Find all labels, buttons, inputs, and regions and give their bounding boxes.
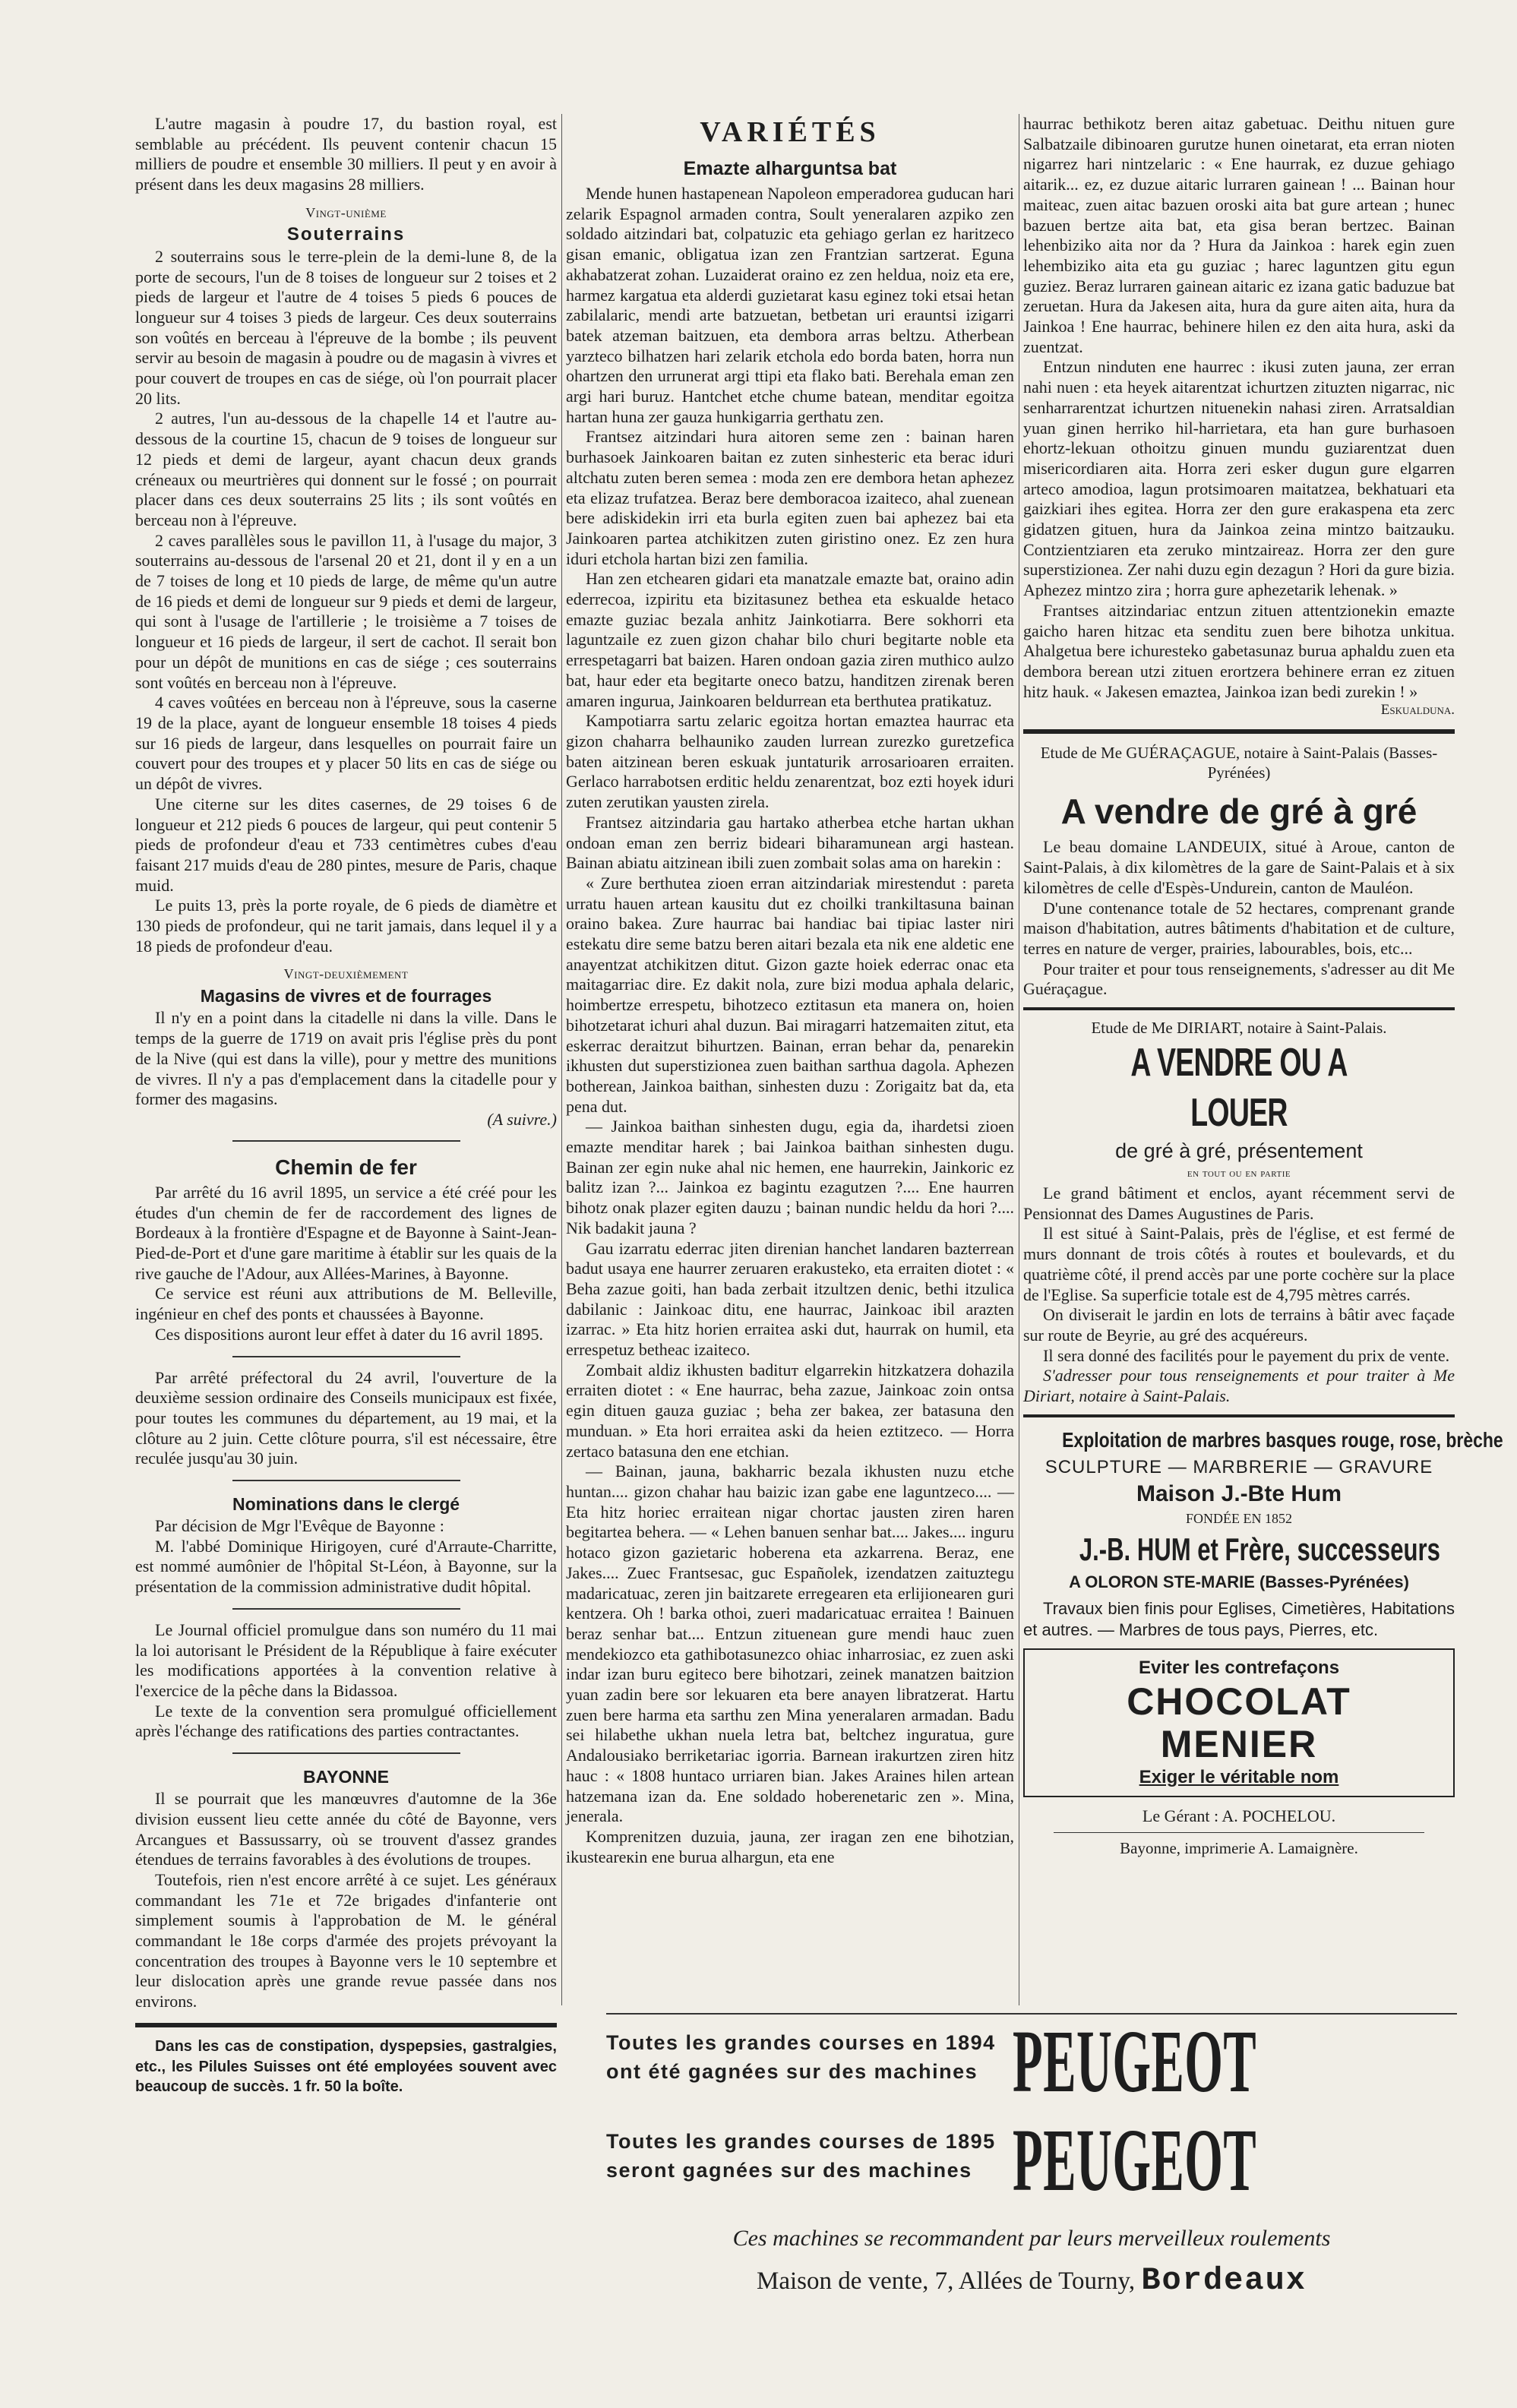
imprimerie: Bayonne, imprimerie A. Lamaignère. (1120, 1838, 1358, 1857)
section-21-number: Vingt-unième (305, 204, 387, 220)
ad-marbres-line: SCULPTURE — MARBRERIE — GRAVURE (1045, 1456, 1433, 1477)
ad-marbres-title: Exploitation de marbres basques rouge, rose, brèche (1062, 1427, 1503, 1452)
paragraph-pilules: Dans les cas de constipation, dyspepsies, gastralgies, etc., les Pilules Suisses ont été employées souvent avec beaucoup de succès. 1 fr. 50 la boîte. (135, 2037, 557, 2096)
peugeot-bordeaux: Bordeaux (1141, 2262, 1307, 2299)
paragraph-souterrains-3: 2 caves parallèles sous le pavillon 11, à l'usage du major, 3 souterrains au-dessous de l'arsenal 20 et 21, dont il y en a un de 7 toises de long et 10 pieds de large, de même qu'un autre de 16 pieds et demi de longueur sur 9 pieds et demi de largeur, qui sont à l'usage de l'artillerie ; le troisième a 7 toises de longueur et 16 pieds de largeur, il sert de cachot. Il serait bon pour un dépôt de munitions en cas de siége ; ces souterrains sont voûtés en berceau non à l'épreuve. (135, 530, 557, 692)
choc-menier: MENIER (1160, 1722, 1318, 1765)
paragraph-chemin-3: Ces dispositions auront leur effet à dater du 16 avril 1895. (155, 1324, 543, 1344)
story-paragraph-7: — Jainkoa baithan sinhesten dugu, egia da, ihardetsi zioen emazte menditar harek ; bai Jainkoa baithan sinhesten dugu. Bainan zer egin nuke ahal nic hemen, ene haurrekin, Jainkoric ez balitz izan ?... Jainkoa ez bagintu ezagutzen ?.... Ene haurren bihotz onak plazer egiten dauzu ; bainan nundic heldu da hori ?.... Nik badakit jauna ? (566, 1117, 1014, 1237)
rule (1054, 1832, 1424, 1833)
column-rule-1 (561, 114, 562, 2005)
peugeot-line-2: Toutes les grandes courses de 1895 seront gagnées sur des machines (606, 2130, 996, 2182)
separator-rule (232, 1356, 460, 1357)
ad-guéraçague-p2: D'une contenance totale de 52 hectares, comprenant grande maison d'habitation, autres bâtiments d'habitation et de culture, terres en nature de verger, prairies, labourables, bois, etc... (1023, 898, 1455, 958)
ad-diriart-p4: Il sera donné des facilités pour le payement du prix de vente. (1043, 1345, 1450, 1365)
peugeot-line-1: Toutes les grandes courses en 1894 ont été gagnées sur des machines (606, 2031, 996, 2083)
paragraph-chemin-2: Ce service est réuni aux attributions de M. Belleville, ingénieur en chef des ponts et chaussées à Bayonne. (135, 1284, 557, 1324)
ad-vendre-louer-title: A VENDRE OU A LOUER (1130, 1041, 1348, 1136)
ad-chocolat-menier (1023, 1648, 1455, 1797)
ad-a-vendre-title: A vendre de gré à gré (1060, 792, 1417, 832)
story-continued-3: Frantses aitzindariac entzun zituen attentzionekin emazte gaicho haren hitzac eta senditu zuen bere bihotza unkitua. Ahalgetua bere ichuresteko gabetasunaz burua aphaldu zuen eta dembora berean utzi zituen erortzera behinere erran ez zituen hitz hauk. « Jakesen emaztea, Jainkoa izan bedi zurekin ! » (1023, 600, 1455, 701)
paragraph-souterrains-2: 2 autres, l'un au-dessous de la chapelle 14 et l'autre au-dessous de la courtine 15, chacun de 9 toises de longueur sur 12 pieds et demi de largeur, ayant chacun deux grands créneaux ou meurtrières qui donnent sur le fossé ; on pourrait placer dans ces deux souterrains 25 lits ; ils sont voûtés en berceau non à l'épreuve. (135, 409, 557, 529)
ad-oloron: A OLORON STE-MARIE (Basses-Pyrénées) (1069, 1572, 1409, 1591)
story-paragraph-5: Frantsez aitzindaria gau hartako atherbea etche hartan ukhan ondoan eman zen berriz bideari biharamunean argi hastean. Bainan abiatu aitzinean ibili zuen zombait solas ama on harekin : (566, 812, 1014, 873)
paragraph-chemin-1: Par arrêté du 16 avril 1895, un service a été créé pour les études d'un chemin de fer de raccordement des lignes de Bordeaux à la frontière d'Espagne et de Bayonne à Saint-Jean-Pied-de-Port et d'une gare maritime à établir sur les quais de la rive gauche de l'Adour, aux Allées-Marines, à Bayonne. (135, 1182, 557, 1283)
a-suivre: (A suivre.) (487, 1109, 557, 1129)
thick-rule (135, 2023, 557, 2027)
story-continued-2: Entzun ninduten ene haurrec : ikusi zuten jauna, zer erran nahi nuen : eta heyek aitarentzat ichurtzen zituzten nigarrac, nic senharrarentzat ichurtzen nituenekin nahasi ziren. Arratsaldian yuan ginen herriko hil-harrietara, eta han gure burhasoen ehortz-lekuan othoitzu ginuen mundu guziarentzat duen misericordiaren aita. Horra zeri esker dugun gure elgarren arteco amodioa, lagun protsimoaren maitatzea, bekhatuari eta gaizkiari ihes egitea. Horra zer den gure erakaspena eta zerc gidatzen gituen, hura da Jainkoa zeina mintzo baitzauku. Contzientziaren eta zeruko mintzaireaz. Horra zer den gure superstizionea. Zer nahi duzu egin dezagun ? Hori da gure bizia. Aphezez mintzo zira ; horra gure aphezetarik lehenak. » (1023, 357, 1455, 600)
story-paragraph-10: — Bainan, jauna, bakharric bezala ikhusten nuzu etche huntan.... gizon chahar hau baizic izan gabe ene laguntzeco.... — Eta hitz horiec erraitean nigar chortac jausten ziren haren begitartea behera. — « Lehen banuen senhar bat.... Jakes.... inguru hotaco gizon gazietaric hoberena eta azkarrena. Beraz, ene Jakes.... Zuec Frantsesac, guc Españolek, izendatzen zaituztegu madaricatuac, zeren jin baitzarete erregearen eta erlijionearen guri kentzera. Oh ! barka othoi, zueri madaricatuac erraitea ! Bainuen beraz senhar bat.... Entzun zituenean gure mendi hauc zuen mendekiozco eta gathibotasunezco ohiaс inharrosiac, ez zuen aski indar izan buru egiteco bere bihotzari, zeinek manatzen baitzion yuan zadin bere sor lekuaren eta bere anayen libratzerat. Hartu zuen bere harma eta sarthu zen Mina yeneralaren armadan. Badu sei hilabethe ukhan nuela letra bat, beltchez inguratua, gure Andalousiako berriketariac igorria. Barnean irakurtzen ziren hitz hauc : « 1808 huntaco urriaren bian. Jakes Araines hilen artean hatzemana izan da. Ene soldado hoberenetaric zen ». Mina, jenerala. (566, 1462, 1014, 1826)
gerant: Le Gérant : A. POCHELOU. (1142, 1806, 1336, 1825)
clerge-title: Nominations dans le clergé (232, 1494, 460, 1515)
ad-fondee: FONDÉE EN 1852 (1186, 1510, 1292, 1526)
rule (1023, 1007, 1455, 1010)
story-continued-1: haurrac bethikotz beren aitaz gabetuac. Deithu nituen gure Salbatzaile dibinoaren gurutze hunen oinetarat, eta erran nioten nigarrez hari nintzelaric : « Ene haurrak, ez duzue gehiago aitarik... ez, ez duzue aitaric lurraren gainean ! ... Bainan hour maiteac, zuen aitac bazuen oroski aita bat gure artean ; hunec bazuen bertze aita bat, eta gisa beran bertzec. Bainan lehenbiziko aita nor da ? Hura da Jainkoa : harek egin zuen lehembiziko aita eta gu guziac ; harec laguntzen gitu egun guziez. Beraz lurraren gainean aitaric ez izana gatic baduzue bat zeruetan. Hura da Jakesen aita, hura da gure aiten aita, hura da Jainkoa ! Ene haurrac, behinere hilen ez den aita hura, aski da zuentzat. (1023, 114, 1455, 356)
section-22-title: Magasins de vivres et de fourrages (200, 986, 492, 1006)
paragraph-souterrains-4: 4 caves voûtées en berceau non à l'épreuve, sous la caserne 19 de la place, ayant de longueur ensemble 18 toises 4 pieds sur 16 pieds de largeur, dans lesquelles on pourrait faire un couvert pour des troupes et y placer 50 lits en cas de siége ou un dépôt de vivres. (135, 693, 557, 794)
separator-rule (232, 1140, 460, 1142)
story-paragraph-6: « Zure berthutea zioen erran aitzindariak mirestendut : pareta urratu hauen artean kausitu dut ez choilki trankiltasuna bainan oraino bakea. Zure haurrac bai handiac bai tipiac laster niri estekatu dire seme batzu beren aitari bezala eta nik ene aldetic ene anayentzat atchikitzen ditut. Gizon gazte hoiek ederrac onac eta maitagarriac dire. Ez dakit nola, zure bizi modua aphala delaric, hoimbertze errespetu, bihotzeco eztitasun eta manera on, hoien bihotzetarat ichuri ahal duzun. Bai miragarri hatzemaiten zitut, eta eskerrac deraitzut bihurtzen. Bainan, erran behar da, penarekin ikhusten dut superstizionea zuen baithan sarthua dagola. Aphezen botherean, Jainkoa baithan, sinhesten duzu : Zorigaitz bat da, eta pena dut. (566, 873, 1014, 1116)
paragraph-prefet: Par arrêté préfectoral du 24 avril, l'ouverture de la deuxième session ordinaire des Conseils municipaux est fixée, pour toutes les communes du département, au 19 mai, et la clôture au 2 juin. Cette clôture pourra, s'il est nécessaire, être reculée jusqu'au 30 juin. (135, 1367, 557, 1468)
peugeot-word-1: PEUGEOT (1013, 2011, 1257, 2111)
separator-rule (232, 1608, 460, 1610)
peugeot-bottom-line-2 (606, 2262, 1457, 2299)
peugeot-bottom-line-1: Ces machines se recommandent par leurs merveilleux roulements (732, 2226, 1331, 2251)
ad-maison-hum: Maison J.-Bte Hum (1136, 1481, 1342, 1506)
paragraph-clerge-2: M. l'abbé Dominique Hirigoyen, curé d'Arraute-Charritte, est nommé aumônier de l'hôpital St-Léon, à Bayonne, sur la présentation de la commission administrative dudit hôpital. (135, 1536, 557, 1597)
column-3 (1023, 114, 1503, 1859)
thick-rule (1023, 729, 1455, 734)
paragraph-journal-2: Le texte de la convention sera promulgué officiellement après l'échange des ratifications des parties contractantes. (135, 1701, 557, 1741)
story-paragraph-3: Han zen etchearen gidari eta manatzale emazte bat, oraino adin ederrecoa, izpiritu eta bizitasunez bethea eta eskualde hetaco emazte guziac bezala anhitz Jainkotiarra. Bere sokhorri eta laguntzaile ez zuen gizon chahar bilo churi begitarte noble eta errespetagarri bat baizen. Haren ondoan gazia ziren muthico aulzo bat, haur eder eta begitarte oneco batzu, handitzen zirenak beren amaren ingurua, Jainkoaren beldurrean eta berthutea pratikatuz. (566, 569, 1014, 710)
ad-diriart-p2: Il est situé à Saint-Palais, près de l'église, et est fermé de murs donnant de trois côtés à routes et boulevards, et du quatrième côté, il prend accès par une porte cochère sur la place de l'Eglise. Sa superficie totale est de 4,795 mètres carrés. (1023, 1224, 1455, 1304)
story-paragraph-9: Zombait aldiz ikhusten badituт elgarrekin hitzkatzera dohazila erraiten diotet : « Ene haurrac, beha zazue, Jainkoac zoin ontsa egin dituen gauza guziac ; beha zer bakea, zer batasuna den munduan. » Eta hori erraitea aski da heien eztitzeco. — Horra zertaco batasuna den ene etchian. (566, 1360, 1014, 1461)
ad-guéraçague-p1: Le beau domaine LANDEUIX, situé à Aroue, canton de Saint-Palais, à dix kilomètres de la gare de Saint-Palais et à six kilomètres de celle d'Espès-Undurein, canton de Mauléon. (1023, 837, 1455, 897)
story-paragraph-2: Frantsez aitzindari hura aitoren seme zen : bainan haren burhasoek Jainkoaren baitan ez zuten sinhesteric eta berac iduri altchatu zuten beren semea : moda zen ere dembora hetan aphezez eta elizaz trufatzea. Beraz bere demboracoa izaiteco, ahal zuenean bere adiskidekin irri eta burla egiten zuen bai aphezez bai eta Jainkoaren partea atchikitzen zuten giristino onez. Ez zen hura iduri etchola hartan bizi zen familia. (566, 427, 1014, 568)
paragraph-souterrains-1: 2 souterrains sous le terre-plein de la demi-lune 8, de la porte de secours, l'un de 8 toises de longueur sur 2 toises et 2 pieds de largeur et l'autre de 4 toises 5 pieds 6 pouces de longueur sur 4 toises 3 pieds de largeur. Ces deux souterrains son voûtés en berceau à l'épreuve de la bombe ; ils peuvent servir au besoin de magasin à poudre ou de magasin à vivres et pour couvert de troupes en cas de siége, où l'on pourrait placer 20 lits. (135, 246, 557, 408)
ad-diriart-notaire: Etude de Me DIRIART, notaire à Saint-Palais. (1091, 1019, 1387, 1038)
separator-rule (232, 1752, 460, 1754)
paragraph-puits: Le puits 13, près la porte royale, de 6 pieds de diamètre et 130 pieds de profondeur, qui ne tarit jamais, dans lequel il y a 18 pieds de profondeur d'eau. (135, 896, 557, 956)
paragraph-journal: Le Journal officiel promulgue dans son numéro du 11 mai la loi autorisant le Président de la République à faire exécuter les modifications apportées à la convention relative à l'exercice de la pêche dans la Bidassoa. (135, 1620, 557, 1700)
separator-rule (232, 1480, 460, 1481)
story-signature: Eskualduna. (1380, 702, 1455, 719)
chemin-title: Chemin de fer (275, 1155, 417, 1179)
story-paragraph-8: Gau izarratu ederrac jiten direnian hanchet landaren bazterrean badut usaya ene haurrer zeruaren erakustekо, eta erraiten diotet : « Beha zazue goiti, han bada zerbait itzultzen denic, bethi itzulica dabilanic : Jainkoac ditu, ene haurrac, Jainkoac ibil arazten izarrac. » Eta hitz horien erraitea aski dut, haurrak on humil, eta errespetuz betheac izaiteco. (566, 1238, 1014, 1360)
ad-guéraçague-p3: Pour traiter et pour tous renseignements, s'adresser au dit Me Guéraçague. (1023, 959, 1455, 999)
varietes-heading: VARIÉTÉS (700, 116, 880, 148)
peugeot-address: Maison de vente, 7, Allées de Tourny, (757, 2267, 1136, 2295)
paragraph-bayonne-1: Il se pourrait que les manœuvres d'automne de la 36e division eussent lieu cette année du côté de Bayonne, vers Arcangues et Bassussarry, où se trouvent d'assez grandes étendues de terrains favorables à des évolutions de troupes. (135, 1789, 557, 1869)
column-2 (566, 114, 1014, 1867)
peugeot-word-2: PEUGEOT (1013, 2110, 1257, 2210)
rule (1023, 1414, 1455, 1417)
ad-hum-successeurs: J.-B. HUM et Frère, successeurs (1079, 1531, 1440, 1567)
ad-guéraçague-notaire: Etude de Me GUÉRAÇAGUE, notaire à Saint-Palais (Basses-Pyrénées) (1040, 744, 1438, 782)
choc-top: Eviter les contrefaçons (1138, 1657, 1340, 1678)
choc-chocolat: CHOCOLAT (1127, 1680, 1351, 1723)
ad-diriart-p3: On diviserait le jardin en lots de terrains à bâtir avec façade sur route de Beyrie, au gré des acquéreurs. (1023, 1305, 1455, 1345)
story-paragraph-4: Kampotiarra sartu zelaric egoitza hortan emaztea haurrac eta gizon chaharra belhauniko zauden lurrean zurezko guretzefica baten aitzinean beren eskuak juntaturik arrosarioaren erraiten. Gerlaco harrabotsen erditic heldu zenarentzat, boz ezti hoyek iduri zuten zerutikan yausten zirela. (566, 711, 1014, 812)
story-title: Emazte alharguntsa bat (683, 158, 897, 179)
ad-vendre-louer-sub: de gré à gré, présentement (1115, 1139, 1363, 1163)
paragraph-bayonne-2: Toutefois, rien n'est encore arrêté à ce sujet. Les généraux commandant les 71e et 72e brigades d'infanterie ont simplement soumis à l'approbation de M. le général commandant le 18e corps d'armée des projets prévoyant la concentration des troupes à Bayonne vers le 10 septembre et leur dislocation après une grande revue passée dans nos environs. (135, 1869, 557, 2011)
ad-diriart-p5: S'adresser pour tous renseignements et pour traiter à Me Diriart, notaire à Saint-Palais. (1023, 1366, 1455, 1406)
bayonne-title: BAYONNE (303, 1767, 389, 1787)
paragraph-magasin17: L'autre magasin à poudre 17, du bastion royal, est semblable au précédent. Ils peuvent contenir chacun 15 milliers de poudre et ensemble 30 milliers. Il peut y en avoir à présent dans les deux magasins 28 milliers. (135, 114, 557, 194)
choc-bottom: Exiger le véritable nom (1139, 1766, 1339, 1787)
ad-marbres-text: Travaux bien finis pour Eglises, Cimetières, Habitations et autres. — Marbres de tous pays, Pierres, etc. (1023, 1598, 1455, 1639)
paragraph-clerge-1: Par décision de Mgr l'Evêque de Bayonne : (155, 1516, 444, 1536)
column-1 (135, 114, 557, 2097)
paragraph-vivres: Il n'y en a point dans la citadelle ni dans la ville. Dans le temps de la guerre de 1719 on avait pris l'église près du pont de la Nive (qui est dans la ville), pour y mettre des munitions de vivres. Il n'y a pas d'emplacement dans la citadelle pour y former des magasins. (135, 1008, 557, 1109)
story-paragraph-1: Mende hunen hastapenean Napoleon emperadorea guducan hari zelarik Espagnol armaden contra, Soult yeneralaren azpiko zen soldado aitzindari bat, colpatuzic eta gehiago gerlan ez haritzeco gisan emanic, obligatua izan zen Frantzian sartzerat. Eguna akhabatzerat zohan. Luzaiderat oraino ez zen heldua, noiz eta ere, harmez kargatua eta alderdi guzietarat kasu eginez toki etsai hetan zabilalaric, mendi arte batzuetan, betbetan uri erauntsi izigarri batek atzeman baitzuen, eta dembora arras beltzu. Atherbean yarzteco bilhatzen hari zelarik etchola edo borda baten, horra nun ohartzen den urrunerat argi ttipi eta flako bati. Berehala eman zen argi hari buruz. Hantchet etche chume batean, menditar egoitza hartan huna zer gauza hunkigarria gerthatu zen. (566, 184, 1014, 426)
ad-diriart-p1: Le grand bâtiment et enclos, ayant récemment servi de Pensionnat des Dames Augustines de Paris. (1023, 1183, 1455, 1223)
section-21-title: Souterrains (286, 223, 406, 245)
section-22-number: Vingt-deuxièmement (283, 966, 409, 982)
story-paragraph-11: Komprenitzen duzuia, jauna, zer iragan zen ene bihotzian, ikusteareкin ene burua alhargun, eta ene (566, 1826, 1014, 1866)
ad-en-tout: en tout ou en partie (1187, 1168, 1291, 1180)
paragraph-citerne: Une citerne sur les dites casernes, de 29 toises 6 de longueur et 212 pieds 6 pouces de largeur, qui peut contenir 5 pieds de profondeur d'eau et 733 centimètres cubes d'eau faisant 217 muids d'eau de 280 pintes, mesure de Paris, chaque muid. (135, 794, 557, 895)
